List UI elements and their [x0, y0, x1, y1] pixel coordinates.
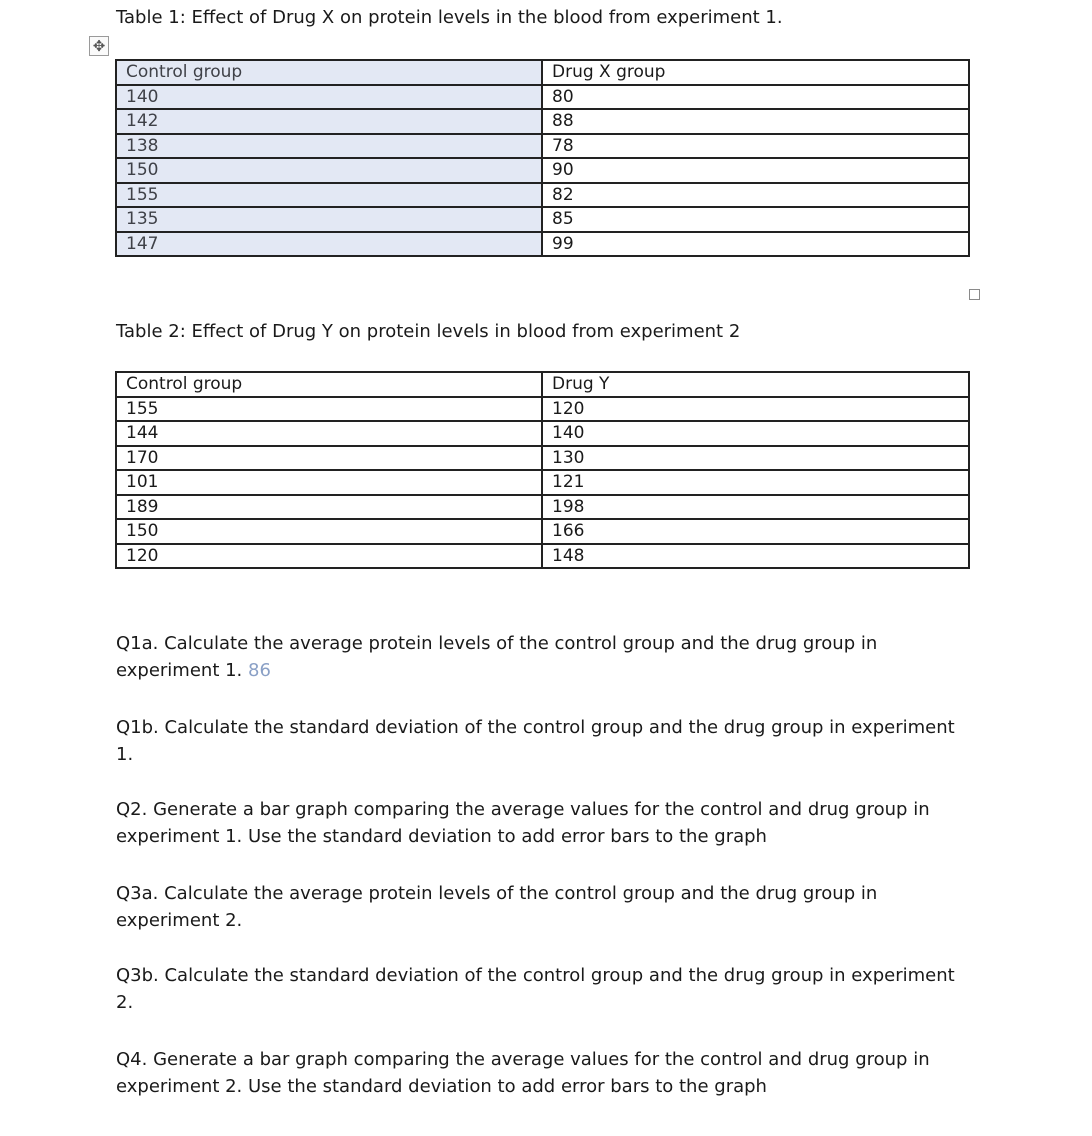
question-4[interactable]: Q4. Generate a bar graph comparing the average values for the control and drug group in experiment 2. Use the standard deviation to add error bars to the graph: [116, 1049, 930, 1097]
table-cell[interactable]: 99: [542, 232, 969, 257]
table-cell[interactable]: 101: [116, 470, 542, 495]
table-cell[interactable]: 140: [542, 421, 969, 446]
question-3a[interactable]: Q3a. Calculate the average protein levels of the control group and the drug group in experiment 2.: [116, 883, 878, 931]
table-row: [116, 232, 969, 257]
question-3b[interactable]: Q3b. Calculate the standard deviation of the control group and the drug group in experiment 2.: [116, 965, 955, 1013]
table-header-row: [116, 60, 969, 85]
table-cell[interactable]: 150: [116, 158, 542, 183]
table-cell[interactable]: 135: [116, 207, 542, 232]
table-1: [115, 59, 970, 257]
table-cell[interactable]: 80: [542, 85, 969, 110]
table-row: [116, 207, 969, 232]
table-row: [116, 397, 969, 422]
table-cell[interactable]: 155: [116, 183, 542, 208]
table-header-row: [116, 372, 969, 397]
table-row: [116, 85, 969, 110]
table-cell[interactable]: 82: [542, 183, 969, 208]
table-row: [116, 109, 969, 134]
question-1b[interactable]: Q1b. Calculate the standard deviation of the control group and the drug group in experiment 1.: [116, 717, 955, 765]
table-row: [116, 519, 969, 544]
table-cell[interactable]: 142: [116, 109, 542, 134]
answer-text[interactable]: 86: [248, 660, 271, 681]
table-row: [116, 421, 969, 446]
table-cell[interactable]: 150: [116, 519, 542, 544]
table-cell[interactable]: 121: [542, 470, 969, 495]
table-header-cell[interactable]: Drug X group: [542, 60, 969, 85]
table-cell[interactable]: 138: [116, 134, 542, 159]
table-row: [116, 158, 969, 183]
table-resize-handle-icon[interactable]: [969, 289, 980, 300]
table-cell[interactable]: 78: [542, 134, 969, 159]
table-cell[interactable]: 120: [542, 397, 969, 422]
question-2[interactable]: Q2. Generate a bar graph comparing the average values for the control and drug group in experiment 1. Use the standard deviation to add error bars to the graph: [116, 799, 930, 847]
table-2-caption: Table 2: Effect of Drug Y on protein levels in blood from experiment 2: [116, 321, 741, 342]
table-row: [116, 470, 969, 495]
table-cell[interactable]: 155: [116, 397, 542, 422]
table-cell[interactable]: 85: [542, 207, 969, 232]
table-cell[interactable]: 166: [542, 519, 969, 544]
table-2: [115, 371, 970, 569]
table-row: [116, 544, 969, 569]
table-1-caption: Table 1: Effect of Drug X on protein levels in the blood from experiment 1.: [116, 7, 783, 28]
table-header-cell[interactable]: Drug Y: [542, 372, 969, 397]
table-move-handle-icon[interactable]: ✥: [89, 36, 109, 56]
question-1a[interactable]: [116, 630, 956, 684]
table-cell[interactable]: 88: [542, 109, 969, 134]
table-header-cell[interactable]: Control group: [116, 60, 542, 85]
table-cell[interactable]: 144: [116, 421, 542, 446]
table-cell[interactable]: 198: [542, 495, 969, 520]
table-row: [116, 446, 969, 471]
table-cell[interactable]: 189: [116, 495, 542, 520]
table-cell[interactable]: 170: [116, 446, 542, 471]
table-row: [116, 495, 969, 520]
table-row: [116, 134, 969, 159]
table-cell[interactable]: 90: [542, 158, 969, 183]
table-cell[interactable]: 148: [542, 544, 969, 569]
question-text: Q1a. Calculate the average protein levels of the control group and the drug group in experiment 1.: [116, 633, 878, 681]
table-cell[interactable]: 130: [542, 446, 969, 471]
table-row: [116, 183, 969, 208]
table-header-cell[interactable]: Control group: [116, 372, 542, 397]
table-cell[interactable]: 140: [116, 85, 542, 110]
table-cell[interactable]: 120: [116, 544, 542, 569]
table-cell[interactable]: 147: [116, 232, 542, 257]
